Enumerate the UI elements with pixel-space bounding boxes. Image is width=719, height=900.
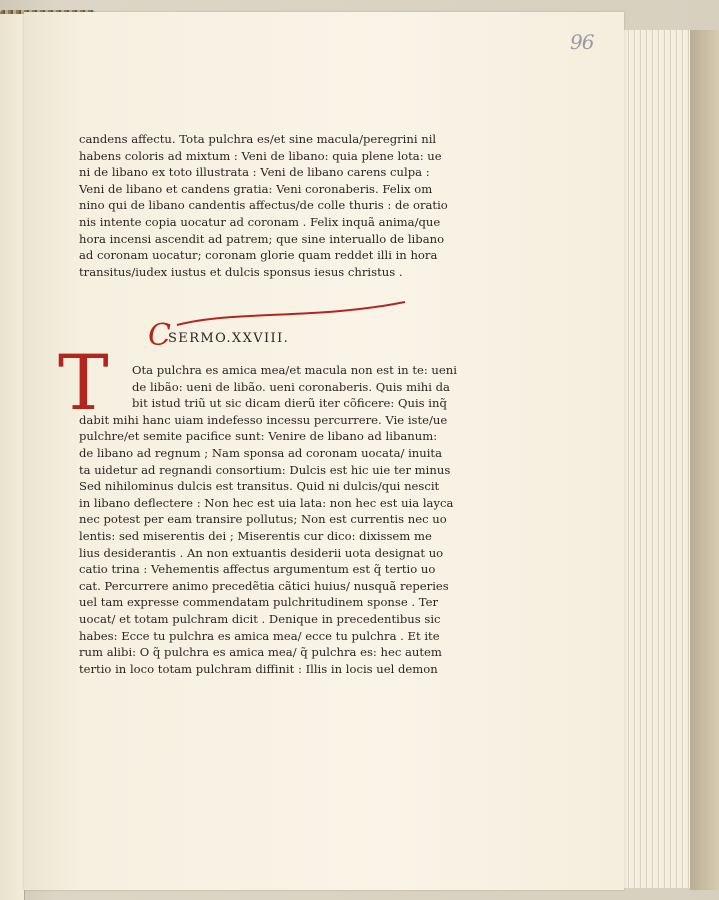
text-line: Ota pulchra es amica mea/et macula non est in te: ueni [132, 363, 457, 377]
folio-number: 96 [570, 30, 594, 54]
text-line: nec potest per eam transire pollutus; Non est currentis nec uo [79, 512, 447, 527]
left-page-edge [0, 14, 25, 900]
binding-edge [690, 30, 719, 890]
text-line: uel tam expresse commendatam pulchritudinem sponse . Ter [79, 595, 439, 610]
text-line: rum alibi: O q̃ pulchra es amica mea/ q̃ pulchra es: hec autem [79, 645, 442, 660]
rubric-letter: C [148, 318, 171, 353]
text-line: uocat/ et totam pulchram dicit . Denique in precedentibus sic [79, 611, 441, 626]
text-line: pulchre/et semite pacifice sunt: Venire de libano ad libanum: [79, 429, 438, 444]
text-line: tertio in loco totam pulchram diffinit : Illis in locis uel demon [79, 661, 438, 676]
text-line: bit istud triũ ut sic dicam dierũ iter cõficere: Quis inq̃ [132, 396, 447, 411]
text-line: catio trina : Vehementis affectus argumentum est q̃ tertio uo [79, 562, 436, 577]
text-line: nino qui de libano candentis affectus/de colle thuris : de oratio [79, 198, 448, 213]
text-block-top [79, 131, 459, 280]
text-line: de libão: ueni de libão. ueni coronaberis. Quis mihi da [132, 379, 450, 394]
text-line: transitus/iudex iustus et dulcis sponsus iesus christus . [79, 264, 403, 279]
text-block-main [79, 362, 459, 677]
text-line: habes: Ecce tu pulchra es amica mea/ ecce tu pulchra . Et ite [79, 628, 440, 643]
text-line: lentis: sed miserentis dei ; Miserentis cur dico: dixissem me [79, 528, 432, 543]
sermon-heading: SERMO.XXVIII. [168, 331, 290, 346]
text-line: nis intente copia uocatur ad coronam . Felix inquã anima/que [79, 214, 441, 229]
text-line: habens coloris ad mixtum : Veni de libano: quia plene lota: ue [79, 148, 442, 163]
text-line: hora incensi ascendit ad patrem; que sine interuallo de libano [79, 231, 445, 246]
text-line: candens affectu. Tota pulchra es/et sine macula/peregrini nil [79, 132, 437, 146]
text-line: de libano ad regnum ; Nam sponsa ad coronam uocata/ inuita [79, 445, 443, 460]
text-line: ad coronam uocatur; coronam glorie quam reddet illi in hora [79, 248, 438, 263]
text-line: Veni de libano et candens gratia: Veni coronaberis. Felix om [79, 181, 433, 196]
text-line: dabit mihi hanc uiam indefesso incessu percurrere. Vie iste/ue [79, 412, 448, 427]
text-line: Sed nihilominus dulcis est transitus. Quid ni dulcis/qui nescit [79, 479, 440, 494]
text-line: cat. Percurrere animo precedẽtia cãtici huius/ nusquã reperies [79, 578, 449, 593]
decorated-initial: T [58, 338, 109, 427]
text-line: ni de libano ex toto illustrata : Veni de libano carens culpa : [79, 165, 430, 180]
rubric-flourish [175, 300, 415, 330]
text-line: in libano deflectere : Non hec est uia lata: non hec est uia layca [79, 495, 454, 510]
text-line: lius desiderantis . An non extuantis desiderii uota designat uo [79, 545, 444, 560]
text-line: ta uidetur ad regnandi consortium: Dulcis est hic uie ter minus [79, 462, 451, 477]
